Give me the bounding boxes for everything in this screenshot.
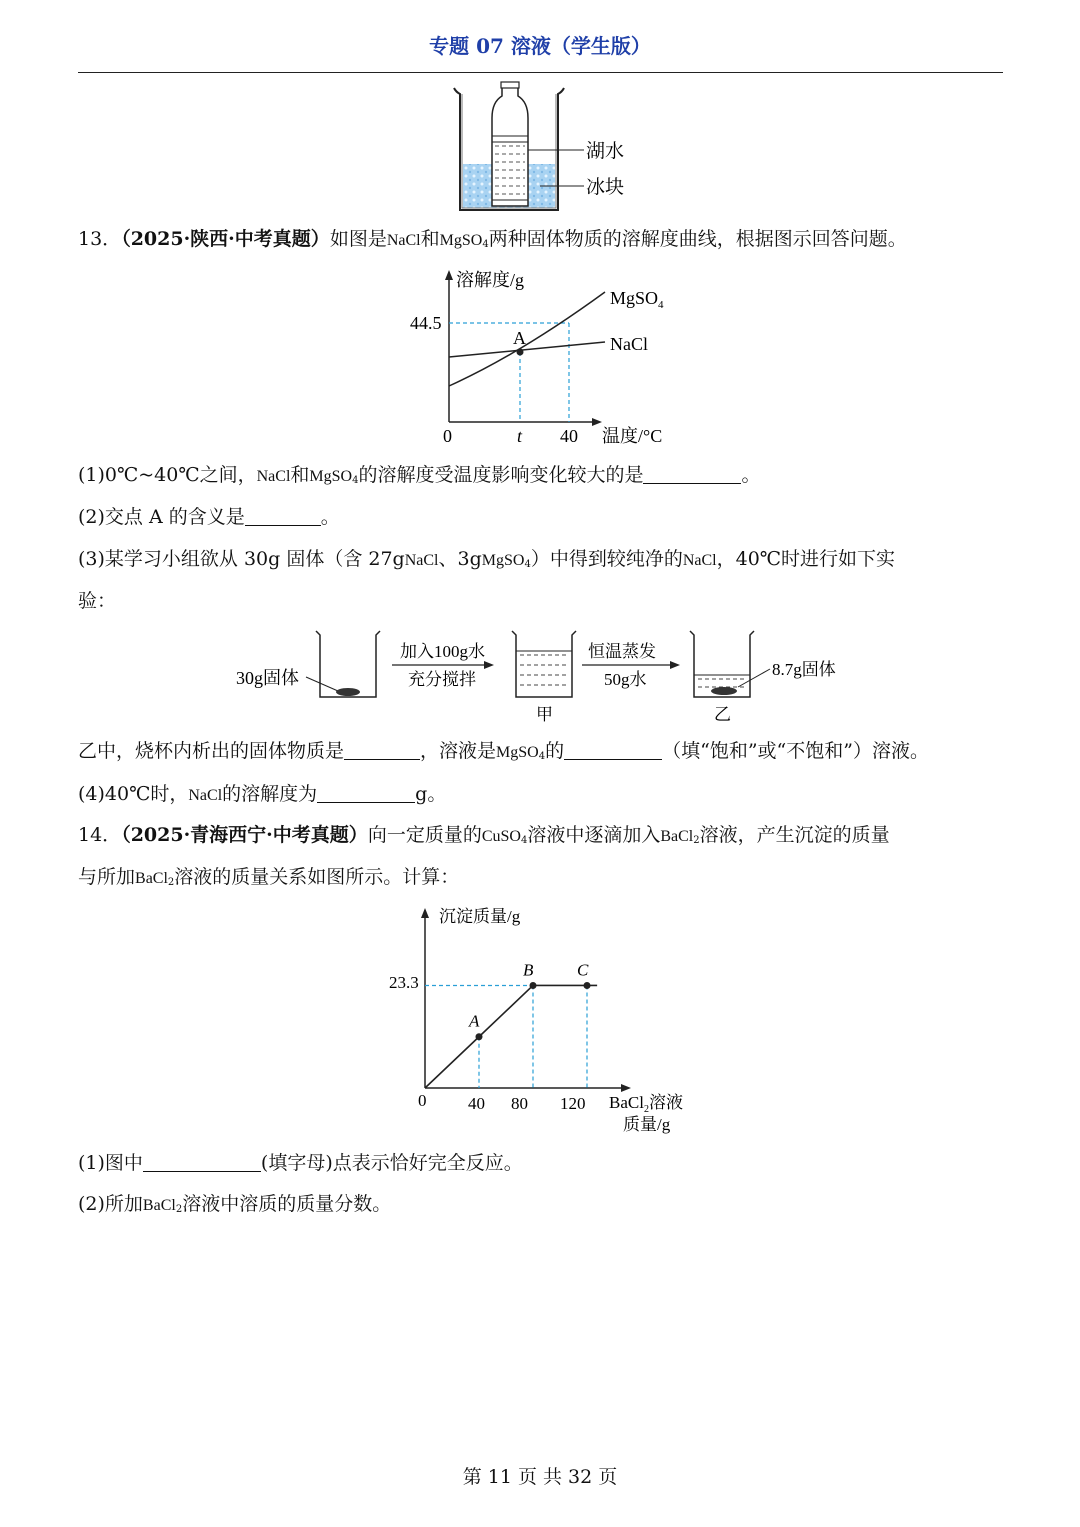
answer-blank-13-3b[interactable] (564, 741, 662, 760)
solid-start (336, 688, 360, 696)
x-tick-0: 0 (418, 1091, 427, 1110)
series-label-nacl: NaCl (610, 334, 648, 354)
answer-blank-13-1[interactable] (643, 465, 741, 484)
q14-number: 14． (78, 824, 122, 846)
y-axis-label: 沉淀质量/g (439, 907, 521, 926)
q14-part1: (1)图中 (填字母)点表示恰好完全反应。 (78, 1152, 523, 1174)
exp-step1-top: 加入100g水 (400, 642, 485, 661)
point-b (530, 982, 537, 989)
beaker-jia (512, 631, 576, 697)
q13-part3: (3)某学习小组欲从 30g 固体（含 27gNaCl、3gMgSO$_4$）中得到较纯净的NaCl，40℃时进行如下实 (78, 548, 896, 570)
answer-blank-14-1[interactable] (143, 1153, 261, 1172)
point-label-c: C (577, 960, 589, 980)
point-label-a: A (469, 1011, 480, 1031)
solubility-chart (400, 262, 700, 452)
point-c (584, 982, 591, 989)
q14-intro-cont: 与所加BaCl$_2$溶液的质量关系如图所示。计算： (78, 866, 460, 888)
y-tick-23.3: 23.3 (389, 973, 419, 992)
exp-step1-bottom: 充分搅拌 (408, 670, 476, 689)
x-tick-40: 40 (560, 426, 578, 446)
q14-source: （2025·青海西宁·中考真题） (121, 824, 368, 846)
q13-number: 13． (78, 228, 122, 250)
point-label-b: B (523, 960, 534, 980)
exp-start-label: 30g固体 (236, 668, 299, 688)
x-axis-label-line2: 质量/g (623, 1115, 671, 1134)
x-tick-t: t (517, 426, 523, 446)
exp-result-label: 8.7g固体 (772, 660, 836, 679)
answer-blank-13-2[interactable] (245, 507, 321, 526)
bottle-beaker-figure (440, 78, 640, 218)
solid-yi (711, 687, 737, 695)
x-tick-0: 0 (443, 426, 452, 446)
q13-part1: (1)0℃~40℃之间，NaCl和MgSO$_4$的溶解度受温度影响变化较大的是 。 (78, 464, 761, 486)
q13-part3-cont: 验： (78, 590, 117, 612)
exp-label-jia: 甲 (536, 705, 553, 724)
q13-part3-question: 乙中，烧杯内析出的固体物质是 ，溶液是MgSO$_4$的 （填“饱和”或“不饱和”）溶液。 (78, 740, 929, 762)
q13-part2: (2)交点 A 的含义是 。 (78, 506, 340, 528)
q13-intro: 13．（2025·陕西·中考真题）如图是NaCl和MgSO$_4$两种固体物质的溶解度曲线，根据图示回答问题。 (78, 228, 907, 250)
exp-step2-top: 恒温蒸发 (588, 642, 656, 661)
series-line-precipitate (425, 985, 597, 1088)
exp-step2-bottom: 50g水 (604, 670, 647, 689)
precipitate-chart (385, 898, 705, 1138)
page-footer: 第 11 页 共 32 页 (462, 1466, 618, 1488)
label-lake-water: 湖水 (586, 141, 625, 162)
page-header-title: 专题 07 溶液（学生版） (429, 34, 651, 58)
q13-source: （2025·陕西·中考真题） (121, 228, 330, 250)
q14-intro: 14．（2025·青海西宁·中考真题）向一定质量的CuSO$_4$溶液中逐滴加入BaCl$_2$溶液，产生沉淀的质量 (78, 824, 890, 846)
x-tick-80: 80 (511, 1094, 528, 1113)
series-line-mgso4 (449, 292, 605, 386)
answer-blank-13-4[interactable] (317, 784, 415, 803)
y-tick-44.5: 44.5 (410, 313, 442, 333)
series-label-mgso4: MgSO$_4$ (610, 288, 664, 311)
header-rule (78, 72, 1003, 73)
q13-part4: (4)40℃时，NaCl的溶解度为 g。 (78, 783, 447, 805)
answer-blank-13-3a[interactable] (344, 741, 420, 760)
exp-label-yi: 乙 (714, 705, 731, 724)
experiment-diagram (230, 625, 870, 725)
x-tick-40: 40 (468, 1094, 485, 1113)
beaker-start (316, 631, 380, 697)
point-a (517, 349, 524, 356)
point-a (476, 1033, 483, 1040)
x-axis-label-line1: BaCl$_2$溶液 (609, 1093, 683, 1115)
q14-part2: (2)所加BaCl$_2$溶液中溶质的质量分数。 (78, 1193, 392, 1215)
y-axis-label: 溶解度/g (456, 270, 525, 290)
x-tick-120: 120 (560, 1094, 586, 1113)
x-axis-label: 温度/°C (602, 426, 663, 446)
label-ice: 冰块 (586, 177, 625, 198)
point-a-label: A (513, 328, 526, 348)
